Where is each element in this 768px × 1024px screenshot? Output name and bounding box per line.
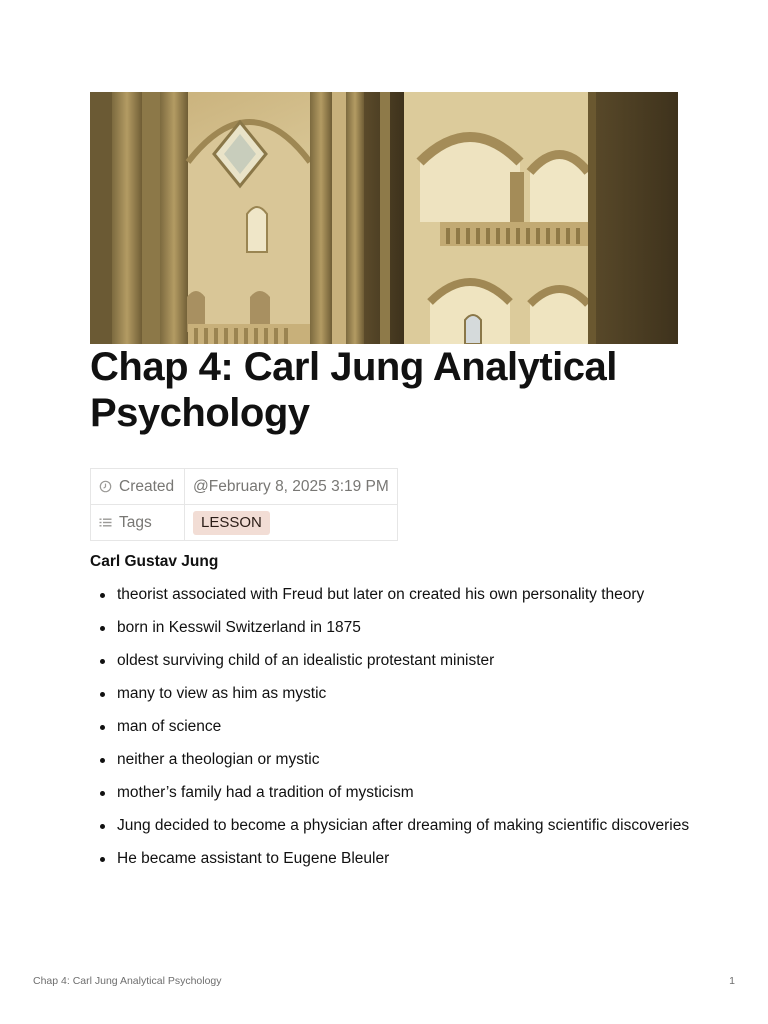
section-heading: Carl Gustav Jung [90,553,219,570]
church-interior-painting [90,92,678,344]
tag-badge[interactable]: LESSON [193,511,270,535]
properties-table [90,468,398,541]
tags-value[interactable] [185,505,398,541]
property-row-tags [91,505,398,541]
property-key-created [91,469,185,505]
list-item: many to view as him as mystic [90,682,690,706]
bullet-list [90,583,690,880]
clock-icon [99,480,112,493]
property-key-tags [91,505,185,541]
list-item: Jung decided to become a physician after dreaming of making scientific discoveries [90,814,690,838]
list-item: He became assistant to Eugene Bleuler [90,847,690,871]
list-item: theorist associated with Freud but later on created his own personality theory [90,583,690,607]
list-icon [99,516,112,529]
cover-image [90,92,678,344]
property-label: Created [119,477,175,495]
list-item: born in Kesswil Switzerland in 1875 [90,616,690,640]
page-number: 1 [729,975,735,987]
page-title: Chap 4: Carl Jung Analytical Psychology [90,345,617,435]
footer-title: Chap 4: Carl Jung Analytical Psychology [33,975,222,987]
created-value[interactable]: @February 8, 2025 3:19 PM [185,469,398,505]
property-row-created [91,469,398,505]
list-item: oldest surviving child of an idealistic protestant minister [90,649,690,673]
list-item: man of science [90,715,690,739]
list-item: mother’s family had a tradition of mysticism [90,781,690,805]
property-label: Tags [119,513,152,531]
list-item: neither a theologian or mystic [90,748,690,772]
